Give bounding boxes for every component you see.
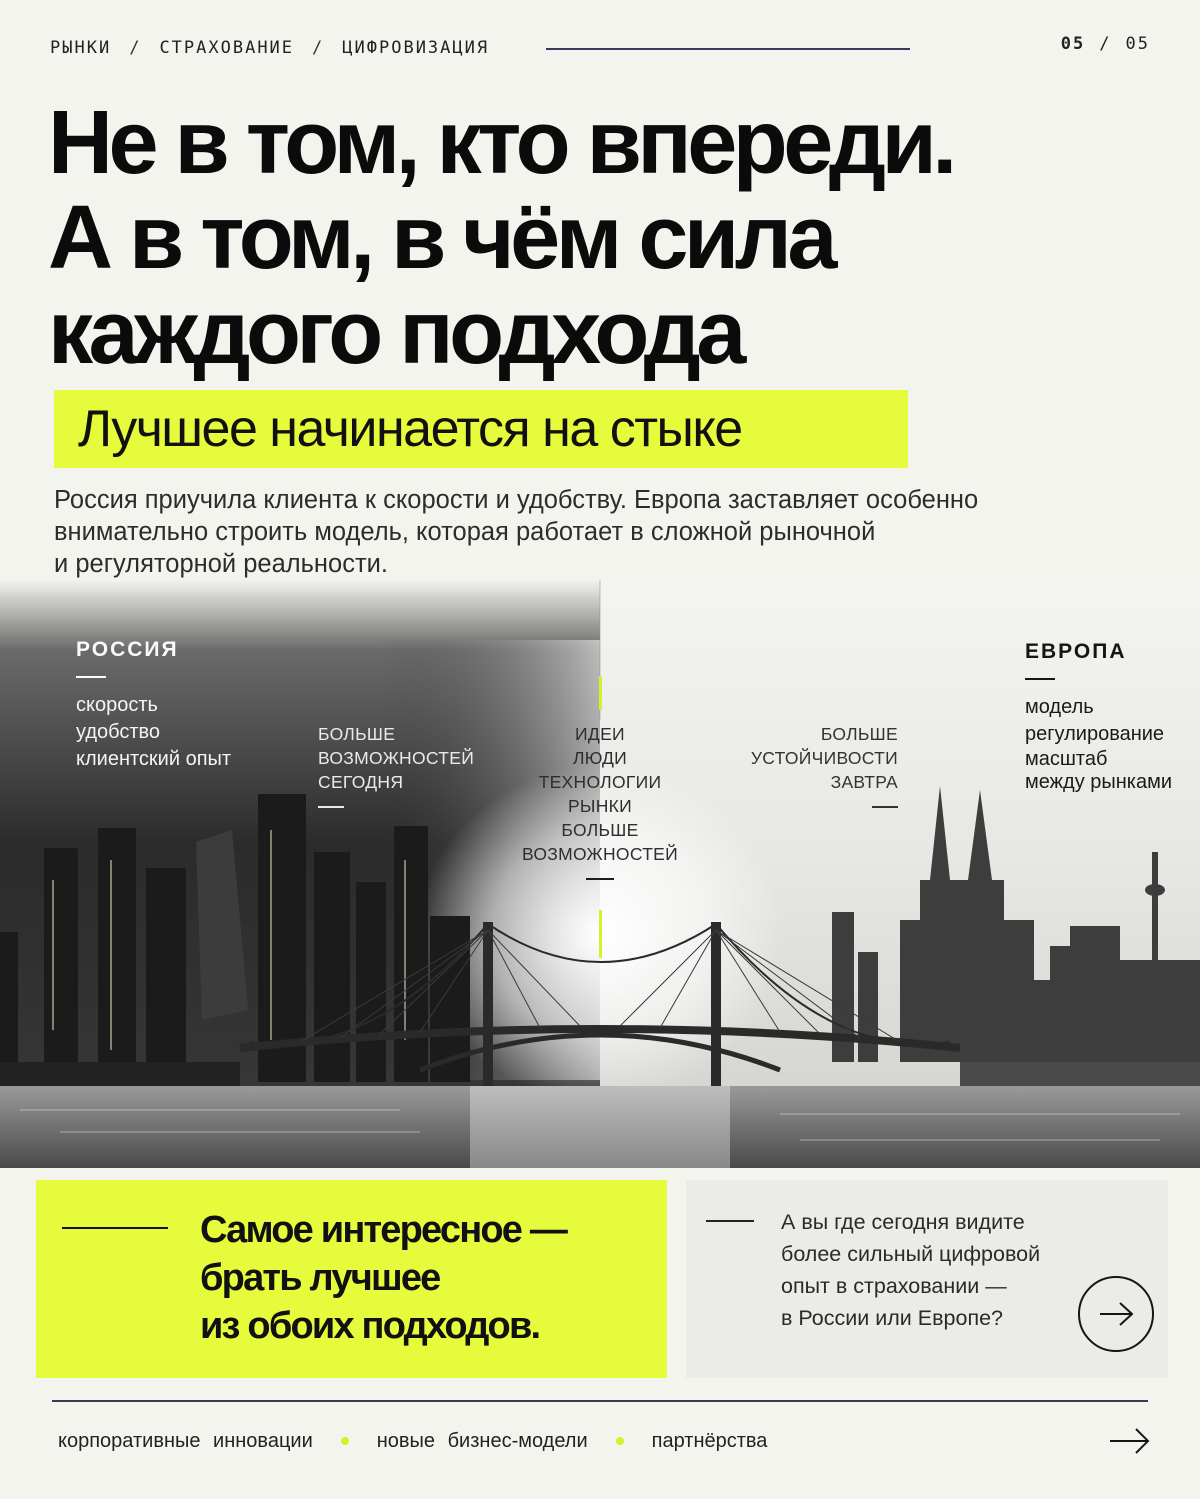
breadcrumb-item-markets[interactable]: РЫНКИ: [50, 38, 112, 58]
question-text: [781, 1206, 1040, 1334]
page-title: [48, 93, 1168, 383]
accent-tick-bottom: [599, 910, 602, 958]
conclusion-text: [200, 1206, 566, 1350]
russia-dash: [76, 676, 106, 678]
bullet-dot-icon: [341, 1437, 349, 1445]
europe-stability-column: [740, 722, 898, 808]
next-button[interactable]: [1078, 1276, 1154, 1352]
conclusion-line-2: брать лучшее: [200, 1257, 440, 1299]
title-line-1: Не в том, кто впереди.: [48, 93, 953, 193]
column-word: СЕГОДНЯ: [318, 772, 404, 792]
page-separator: /: [1099, 34, 1112, 54]
europe-title: ЕВРОПА: [1025, 640, 1127, 663]
top-bar: [50, 34, 1150, 62]
column-word: БОЛЬШЕ: [318, 724, 396, 744]
arrow-right-icon: [1096, 1299, 1136, 1329]
russia-trait: скорость: [76, 694, 158, 716]
europe-label: [1025, 640, 1172, 794]
europe-trait: регулирование: [1025, 723, 1165, 745]
europe-traits: [1025, 694, 1172, 794]
conclusion-line-1: Самое интересное —: [200, 1209, 567, 1251]
bullet-dot-icon: [616, 1437, 624, 1445]
column-word: ЛЮДИ: [572, 748, 628, 768]
question-line-2: более сильный цифровой: [781, 1242, 1041, 1266]
russia-traits: [76, 692, 231, 773]
title-line-2: А в том, в чём сила: [48, 188, 833, 288]
intro-line-1: Россия приучила клиента к скорости и удобству. Европа заставляет особенно: [54, 486, 979, 514]
footer-tag[interactable]: партнёрства: [651, 1429, 768, 1452]
page-current: 05: [1060, 34, 1086, 54]
column-word: БОЛЬШЕ: [561, 820, 639, 840]
europe-dash: [1025, 678, 1055, 680]
intro-paragraph: [54, 484, 1134, 580]
top-divider: [546, 48, 910, 50]
europe-trait: масштаб: [1025, 748, 1108, 770]
intro-line-3: и регуляторной реальности.: [54, 550, 388, 578]
column-dash: [872, 806, 898, 808]
page-counter: [1061, 34, 1150, 54]
column-word: ТЕХНОЛОГИИ: [538, 772, 662, 792]
russia-trait: клиентский опыт: [76, 748, 232, 770]
footer-tag[interactable]: корпоративные инновации: [58, 1429, 313, 1452]
russia-label: [76, 638, 231, 773]
column-dash: [318, 806, 344, 808]
footer-tag[interactable]: новые бизнес-модели: [376, 1429, 588, 1452]
breadcrumb-item-insurance[interactable]: СТРАХОВАНИЕ: [159, 38, 295, 58]
arrow-right-icon: [1106, 1426, 1152, 1456]
footer-divider: [52, 1400, 1148, 1402]
column-word: БОЛЬШЕ: [820, 724, 898, 744]
title-line-3: каждого подхода: [48, 283, 742, 383]
russia-opportunities-column: [318, 722, 474, 808]
column-word: ВОЗМОЖНОСТЕЙ: [318, 748, 475, 768]
center-column: [500, 722, 700, 880]
breadcrumb-separator: /: [129, 38, 142, 58]
column-dash: [586, 878, 614, 880]
russia-trait: удобство: [76, 721, 161, 743]
europe-trait: между рынками: [1025, 771, 1173, 793]
column-word: ЗАВТРА: [830, 772, 898, 792]
breadcrumb: [50, 38, 489, 58]
column-word: ИДЕИ: [575, 724, 625, 744]
conclusion-line-3: из обоих подходов.: [200, 1305, 540, 1347]
question-line-4: в России или Европе?: [781, 1306, 1004, 1330]
page-total: 05: [1125, 34, 1150, 54]
question-line-1: А вы где сегодня видите: [781, 1210, 1025, 1234]
europe-trait: модель: [1025, 696, 1094, 718]
city-bridge-illustration: [0, 580, 1200, 1168]
column-word: РЫНКИ: [567, 796, 633, 816]
russia-title: РОССИЯ: [76, 638, 179, 661]
column-word: ВОЗМОЖНОСТЕЙ: [521, 844, 679, 864]
column-word: УСТОЙЧИВОСТИ: [750, 748, 898, 768]
conclusion-card: [36, 1180, 667, 1378]
breadcrumb-separator: /: [312, 38, 325, 58]
question-line-3: опыт в страховании —: [781, 1274, 1007, 1298]
intro-line-2: внимательно строить модель, которая работает в сложной рыночной: [54, 518, 876, 546]
subheadline-highlight: Лучшее начинается на стыке: [54, 390, 908, 468]
conclusion-line: [62, 1227, 168, 1229]
accent-tick-top: [599, 676, 602, 710]
breadcrumb-item-digitalization[interactable]: ЦИФРОВИЗАЦИЯ: [342, 38, 490, 58]
question-card: [686, 1180, 1168, 1378]
footer-next-button[interactable]: [1106, 1426, 1152, 1456]
question-line: [706, 1220, 754, 1222]
footer-tags: [58, 1426, 767, 1456]
